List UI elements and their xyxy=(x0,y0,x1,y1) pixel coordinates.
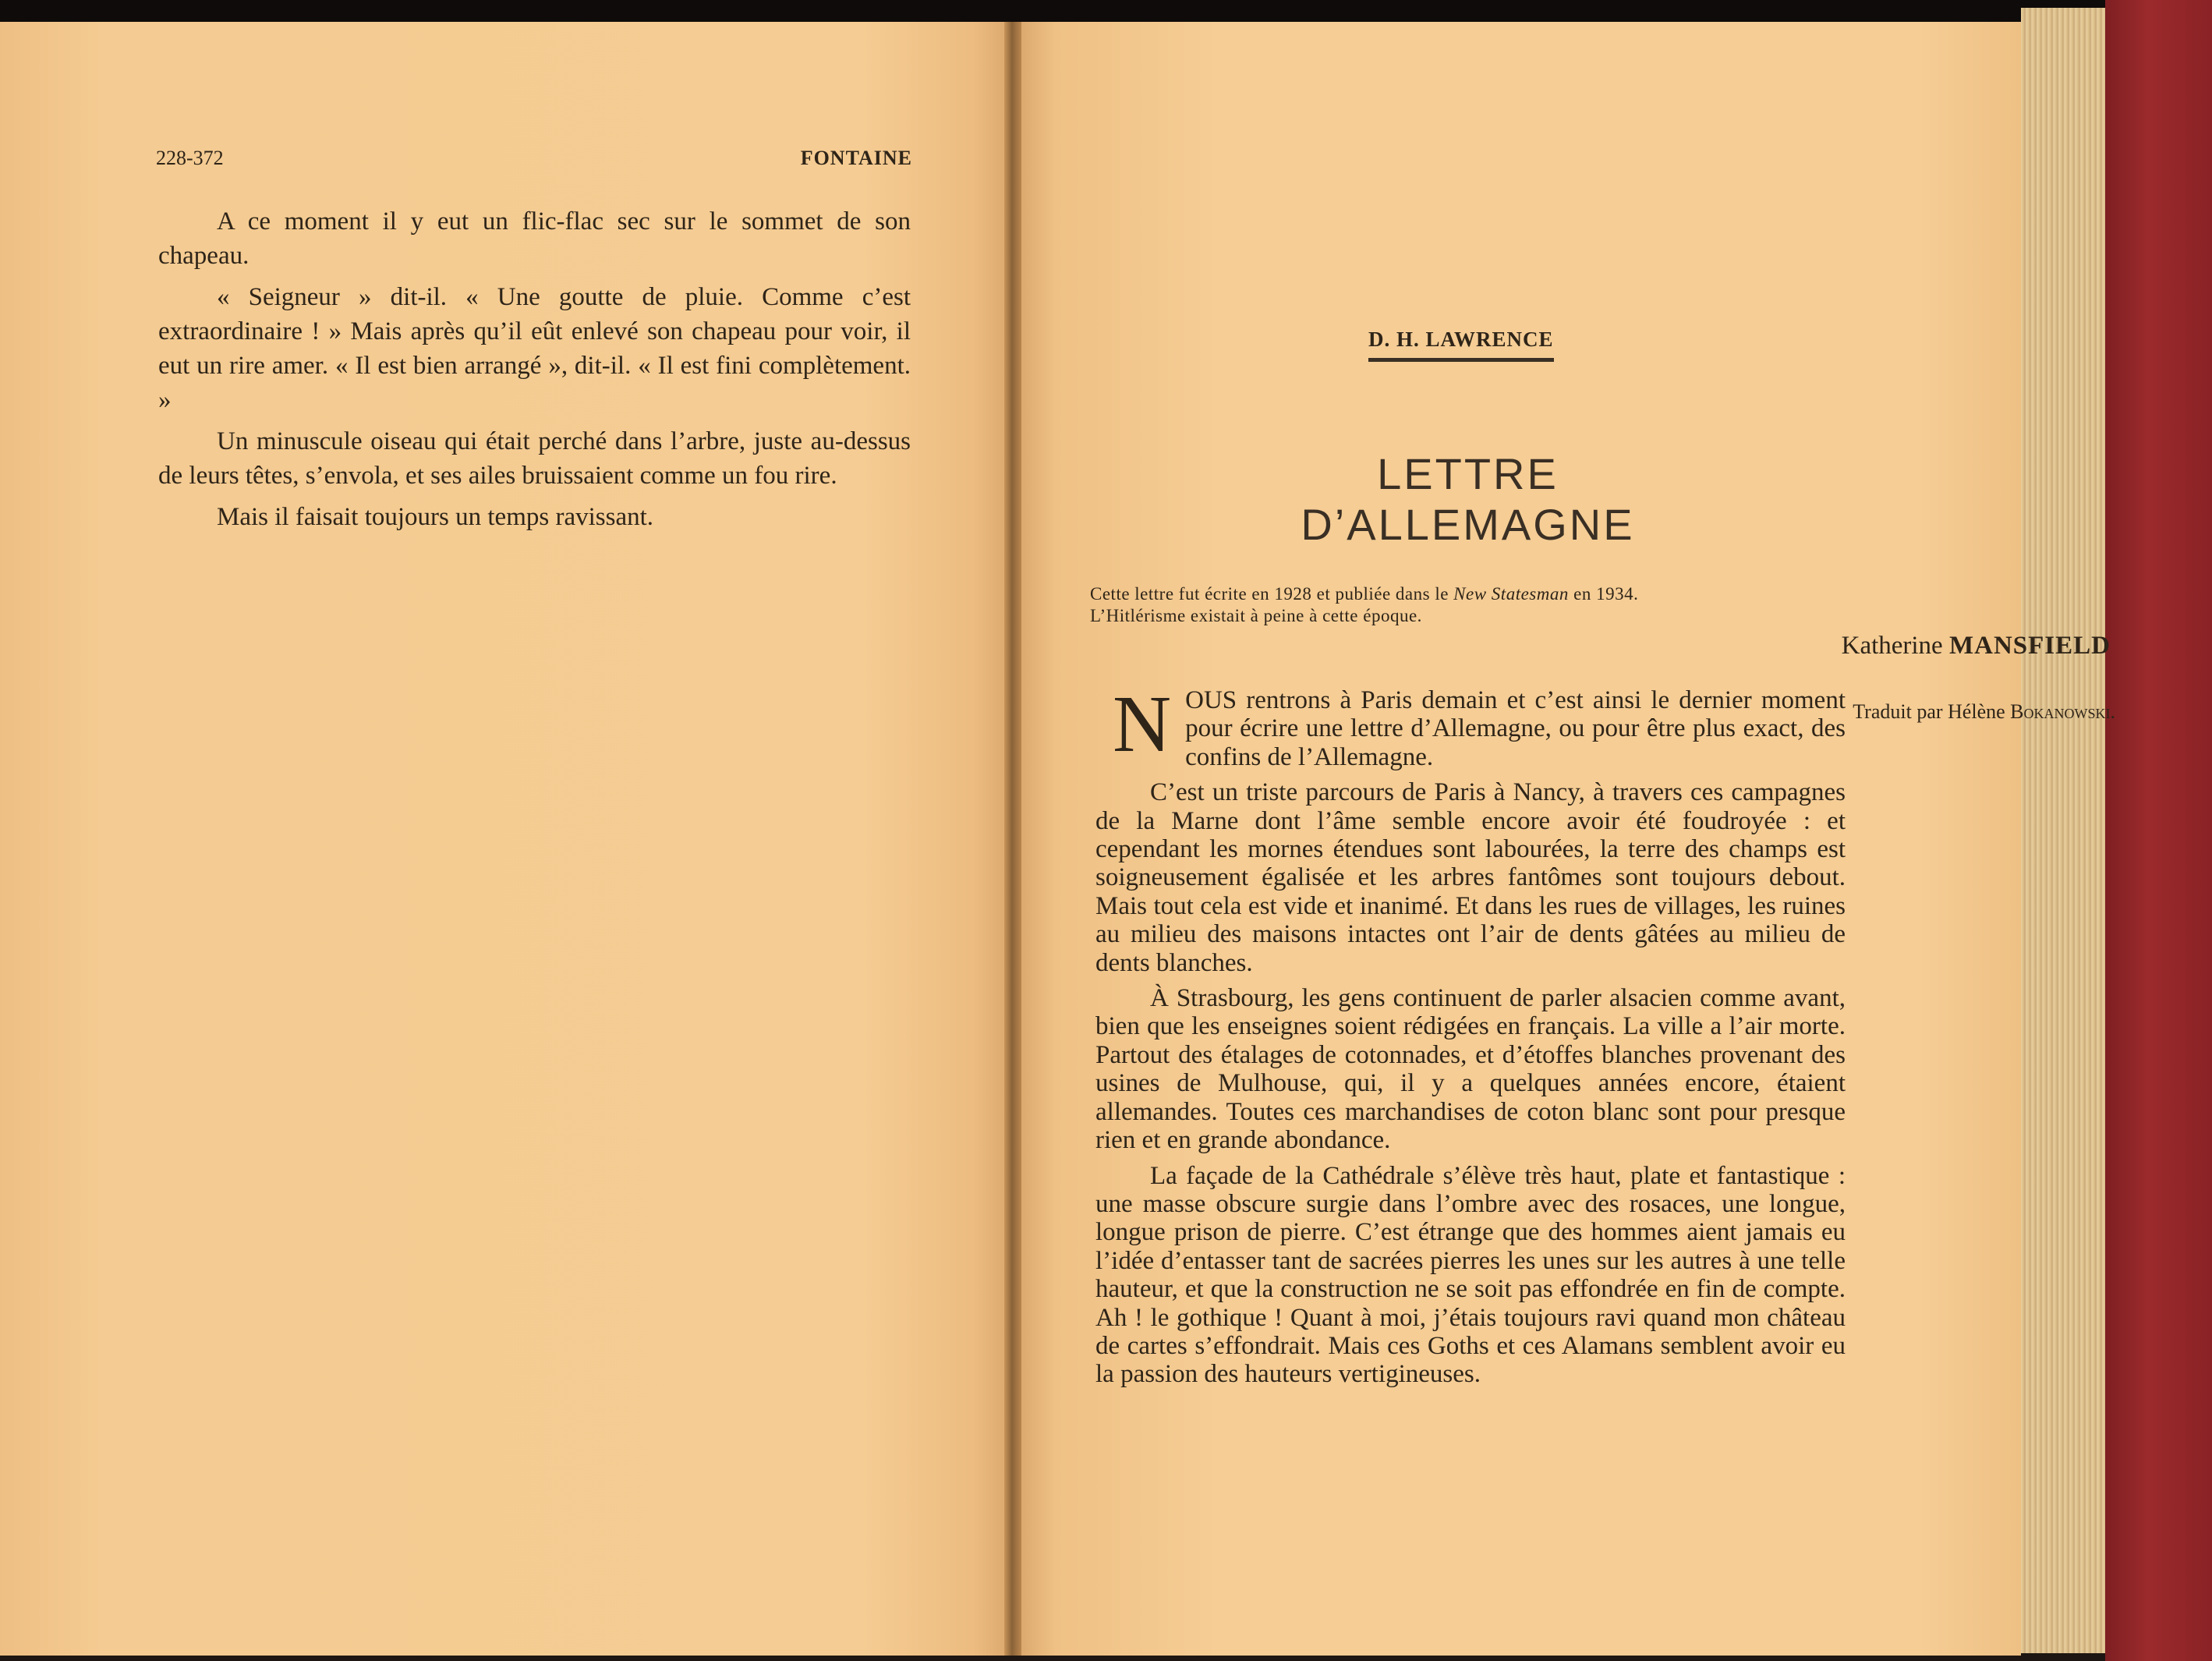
book-gutter xyxy=(1004,22,1021,1656)
drop-cap: N xyxy=(1113,679,1172,769)
running-head: FONTAINE xyxy=(800,147,912,169)
opening-paragraph xyxy=(1095,679,1846,771)
page-edges xyxy=(2021,8,2111,1653)
background-top xyxy=(0,0,2212,23)
paragraph: Un minuscule oiseau qui était perché dans l’arbre, juste au-dessus de leurs têtes, s’envola, et ses ailes bruissaient comme un fou rire. xyxy=(158,427,911,490)
page-number: 228-372 xyxy=(156,147,224,169)
paragraph: « Seigneur » dit-il. « Une goutte de pluie. Comme c’est extraordinaire ! » Mais après qu’il eût enlevé son chapeau pour voir, il eut un rire amer. « Il est bien arrangé », dit-il. « Il est fini complètement. » xyxy=(158,283,911,414)
author-signature xyxy=(1842,632,2111,661)
paragraph: C’est un triste parcours de Paris à Nancy, à travers ces campagnes de la Marne dont l’âme semble encore avoir été foudroyée : et cependant les mornes étendues sont labourées, la terre des champs est soigneusement égalisée et les arbres fantômes sont toujours debout. Mais tout cela est vide et inanimé. Et dans les rues de villages, les ruines au milieu des maisons intactes ont l’air de dents gâtées au milieu de dents blanches. xyxy=(1095,778,1846,977)
article-author: D. H. LAWRENCE xyxy=(1368,328,1554,362)
opening-text: OUS rentrons à Paris demain et c’est ainsi le dernier moment pour écrire une lettre d’Allemagne, ou pour être plus exact, des confins de l’Allemagne. xyxy=(1185,686,1846,771)
paragraph: La façade de la Cathédrale s’élève très haut, plate et fantastique : une masse obscure surgie dans l’ombre avec des rosaces, une longue, longue prison de pierre. C’est étrange que des hommes aient jamais eu l’idée d’entasser tant de sacrées pierres les unes sur les autres à une telle hauteur, et que la construction ne se soit pas effondrée en fin de compte. Ah ! le gothique ! Quant à moi, j’étais toujours ravi quand mon château de cartes s’effondrait. Mais ces Goths et ces Alamans semblent avoir eu la passion des hauteurs vertigineuses. xyxy=(1095,1161,1846,1389)
editorial-note xyxy=(1090,583,1846,627)
paragraph: Mais il faisait toujours un temps ravissant. xyxy=(217,503,654,531)
translator-prefix: Traduit par Hélène xyxy=(1853,700,2005,723)
signature-last-name: MANSFIELD xyxy=(1948,632,2111,660)
paragraph: À Strasbourg, les gens continuent de parler alsacien comme avant, bien que les enseignes soient rédigées en français. La ville a l’air morte. Partout des étalages de cotonnades, et d’étoffes blanches provenant des usines de Mulhouse, qui, il y a quelques années encore, étaient allemandes. Toutes ces marchandises de coton blanc sont pour presque rien et en grande abondance. xyxy=(1095,984,1846,1155)
right-page-body xyxy=(1095,679,1846,1396)
left-page-header xyxy=(156,147,912,178)
note-line-2: L’Hitlérisme existait à peine à cette époque. xyxy=(1090,606,1422,625)
left-page-body xyxy=(158,204,911,541)
note-text-end: en 1934. xyxy=(1573,584,1639,604)
translator-credit xyxy=(1853,700,2115,724)
note-publication: New Statesman xyxy=(1453,584,1569,604)
paragraph: A ce moment il y eut un flic-flac sec sur le sommet de son chapeau. xyxy=(158,207,911,270)
note-text: Cette lettre fut écrite en 1928 et publiée dans le xyxy=(1090,584,1449,604)
article-title: LETTRE D’ALLEMAGNE xyxy=(1301,449,1635,549)
translator-name: Bokanowski. xyxy=(2010,700,2115,723)
red-cover xyxy=(2105,0,2212,1661)
signature-first-name: Katherine xyxy=(1841,632,1943,660)
